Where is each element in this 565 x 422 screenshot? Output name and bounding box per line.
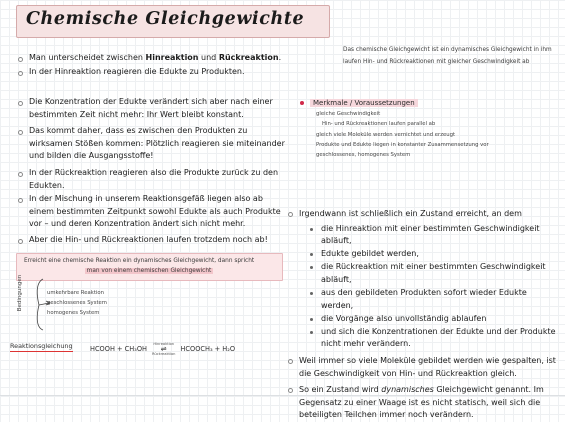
bullet-dot-icon	[300, 101, 304, 105]
list-item: Aber die Hin- und Rückreaktionen laufen trotzdem noch ab!	[16, 234, 286, 247]
sub-list-item: die Hinreaktion mit einer bestimmten Geschwindigkeit abläuft,	[309, 223, 560, 248]
reaction-equation	[90, 342, 235, 356]
bedingungen-list	[47, 288, 107, 318]
intro-block	[16, 52, 286, 79]
equilibrium-arrows-icon: Hinreaktion ⇌ Rückreaktion	[151, 342, 176, 356]
definition-highlight-text: Erreicht eine chemische Reaktion ein dynamisches Gleichgewicht, dann spricht man von einem chemischen Gleichgewicht	[24, 258, 255, 274]
list-item: So ein Zustand wird dynamisches Gleichgewicht genannt. Im Gegensatz zu einer Waage ist es nicht statisch, weil sich die beteiligten Teilchen immer noch verändern.	[286, 384, 560, 422]
bedingung-item: umkehrbare Reaktion	[47, 290, 104, 296]
concentration-block	[16, 96, 286, 193]
list-item: In der Mischung in unserem Reaktionsgefäß liegen also ab einem bestimmten Zeitpunkt sowohl Edukte als auch Produkte vor – und deren Konzentration ändert sich nicht mehr.	[16, 193, 286, 231]
merkmale-item: Hin- und Rückreaktionen laufen parallel ab	[322, 121, 436, 128]
list-item: In der Hinreaktion reagieren die Edukte zu Produkten.	[16, 66, 286, 79]
sub-list-item: aus den gebildeten Produkten sofort wieder Edukte werden,	[309, 287, 560, 312]
equation-products: HCOOCH₃ + H₂O	[180, 345, 236, 353]
mixture-block	[16, 193, 286, 247]
merkmale-note	[300, 99, 555, 160]
list-item: Weil immer so viele Moleküle gebildet werden wie gespalten, ist die Geschwindigkeit von Hin- und Rückreaktion gleich.	[286, 355, 560, 380]
equilibrium-explanation	[286, 208, 560, 422]
divider	[0, 395, 565, 396]
list-item: Das kommt daher, dass es zwischen den Produkten zu wirksamen Stößen kommen: Plötzlich reagieren sie miteinander und bilden die Ausgangsstoffe!	[16, 125, 286, 163]
list-item: Man unterscheidet zwischen Hinreaktion und Rückreaktion.	[16, 52, 286, 65]
sub-list-item: die Rückreaktion mit einer bestimmten Geschwindigkeit abläuft,	[309, 261, 560, 286]
definition-note: Das chemische Gleichgewicht ist ein dynamisches Gleichgewicht in ihm laufen Hin- und Rückreaktionen mit gleicher Geschwindigkeit ab	[343, 47, 552, 65]
list-item: Irgendwann ist schließlich ein Zustand erreicht, an dem die Hinreaktion mit einer bestimmten Geschwindigkeit abläuft, Edukte gebildet werden, die Rückreaktion mit einer bestimmten Geschwindigkeit abläuft, aus den gebildeten Produkten sofort wieder Edukte werden, die Vorgänge also unvollständig ablaufen und sich die Konzentrationen der Edukte und der Produkte nicht mehr verändern.	[286, 208, 560, 351]
sub-list-item: und sich die Konzentrationen der Edukte und der Produkte nicht mehr verändern.	[309, 326, 560, 351]
equation-label: Reaktionsgleichung	[10, 342, 73, 350]
sub-list-item: Edukte gebildet werden,	[309, 248, 560, 261]
list-item: In der Rückreaktion reagieren also die Produkte zurück zu den Edukten.	[16, 167, 286, 192]
merkmale-item: gleiche Geschwindigkeit	[316, 111, 381, 117]
merkmale-item: gleich viele Moleküle werden vernichtet und erzeugt	[316, 131, 456, 138]
merkmale-item: Produkte und Edukte liegen in konstanter Zusammensetzung vor	[316, 141, 489, 148]
merkmale-title: Merkmale / Voraussetzungen	[310, 99, 418, 107]
equation-reactants: HCOOH + CH₃OH	[90, 345, 147, 353]
list-item: Die Konzentration der Edukte verändert sich aber nach einer bestimmten Zeit nicht mehr: Ihr Wert bleibt konstant.	[16, 96, 286, 121]
merkmale-item: geschlossenes, homogenes System	[316, 152, 411, 159]
page-title: Chemische Gleichgewichte	[26, 9, 305, 29]
bedingung-item: homogenes System	[47, 310, 100, 316]
bedingung-item: geschlossenes System	[47, 300, 107, 306]
bedingungen-label: Bedingungen	[17, 274, 23, 312]
sub-list-item: die Vorgänge also unvollständig ablaufen	[309, 313, 560, 326]
